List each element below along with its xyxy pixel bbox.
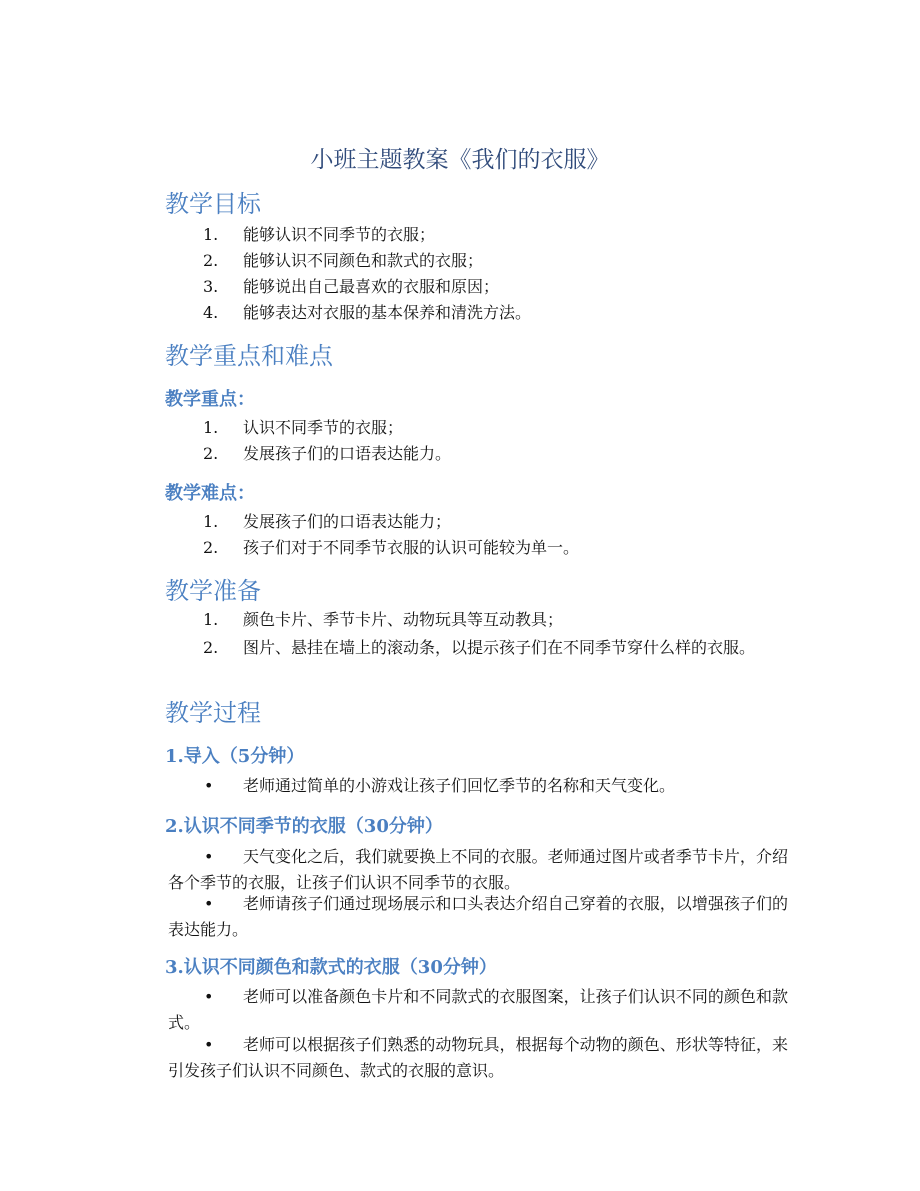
- step-2-heading: 2.认识不同季节的衣服（30分钟）: [165, 816, 443, 837]
- bullet-text: 老师可以根据孩子们熟悉的动物玩具，根据每个动物的颜色、形状等特征，来引发孩子们认识不同颜色、款式的衣服的意识。: [168, 1035, 788, 1080]
- document-title: 小班主题教案《我们的衣服》: [310, 147, 610, 173]
- list-item: [0, 415, 920, 441]
- heading-preparation: 教学准备: [165, 577, 261, 605]
- item-text: 图片、悬挂在墙上的滚动条，以提示孩子们在不同季节穿什么样的衣服。: [243, 638, 756, 657]
- bullet-icon: •: [204, 894, 214, 913]
- bullet-icon: •: [204, 776, 214, 795]
- item-number: 2.: [203, 444, 219, 463]
- goals-list: [0, 222, 920, 326]
- step-3-bullet-1: [168, 984, 788, 1036]
- item-text: 发展孩子们的口语表达能力。: [243, 444, 452, 463]
- list-item: [0, 509, 920, 535]
- heading-keypoints: 教学重点和难点: [165, 342, 333, 370]
- list-item: [0, 607, 920, 633]
- step-3-bullet-2: [168, 1032, 788, 1084]
- heading-focus: 教学重点：: [165, 389, 255, 410]
- list-item: [0, 535, 920, 561]
- focus-list: [0, 415, 920, 467]
- preparation-item-2: [168, 635, 788, 661]
- item-number: 1.: [203, 610, 219, 629]
- preparation-list: [0, 607, 920, 633]
- item-text: 发展孩子们的口语表达能力；: [243, 512, 452, 531]
- item-text: 能够表达对衣服的基本保养和清洗方法。: [243, 303, 532, 322]
- item-number: 1.: [203, 225, 219, 244]
- step-2-bullet-2: [168, 891, 788, 943]
- list-item: [0, 248, 920, 274]
- step-1-bullet-1: [168, 773, 788, 799]
- item-number: 3.: [203, 277, 219, 296]
- list-item: [0, 300, 920, 326]
- bullet-icon: •: [204, 1035, 214, 1054]
- item-text: 认识不同季节的衣服；: [243, 418, 404, 437]
- list-item: [0, 222, 920, 248]
- item-text: 能够说出自己最喜欢的衣服和原因；: [243, 277, 500, 296]
- item-number: 1.: [203, 418, 219, 437]
- list-item: [0, 274, 920, 300]
- item-text: 颜色卡片、季节卡片、动物玩具等互动教具；: [243, 610, 564, 629]
- bullet-text: 老师可以准备颜色卡片和不同款式的衣服图案，让孩子们认识不同的颜色和款式。: [168, 987, 788, 1032]
- item-number: 2.: [203, 251, 219, 270]
- bullet-icon: •: [204, 987, 214, 1006]
- step-2-bullet-1: [168, 844, 788, 896]
- bullet-icon: •: [204, 847, 214, 866]
- item-number: 1.: [203, 512, 219, 531]
- bullet-text: 天气变化之后，我们就要换上不同的衣服。老师通过图片或者季节卡片，介绍各个季节的衣服，让孩子们认识不同季节的衣服。: [168, 847, 788, 892]
- bullet-text: 老师通过简单的小游戏让孩子们回忆季节的名称和天气变化。: [243, 776, 676, 795]
- item-text: 能够认识不同颜色和款式的衣服；: [243, 251, 484, 270]
- step-3-heading: 3.认识不同颜色和款式的衣服（30分钟）: [165, 957, 497, 978]
- item-number: 2.: [203, 538, 219, 557]
- item-text: 能够认识不同季节的衣服；: [243, 225, 436, 244]
- heading-goals: 教学目标: [165, 190, 261, 218]
- item-text: 孩子们对于不同季节衣服的认识可能较为单一。: [243, 538, 580, 557]
- item-number: 4.: [203, 303, 219, 322]
- bullet-text: 老师请孩子们通过现场展示和口头表达介绍自己穿着的衣服，以增强孩子们的表达能力。: [168, 894, 788, 939]
- step-1-heading: 1.导入（5分钟）: [165, 746, 305, 767]
- heading-process: 教学过程: [165, 699, 261, 727]
- list-item: [0, 441, 920, 467]
- item-number: 2.: [203, 638, 219, 657]
- difficulty-list: [0, 509, 920, 561]
- heading-difficulty: 教学难点：: [165, 483, 255, 504]
